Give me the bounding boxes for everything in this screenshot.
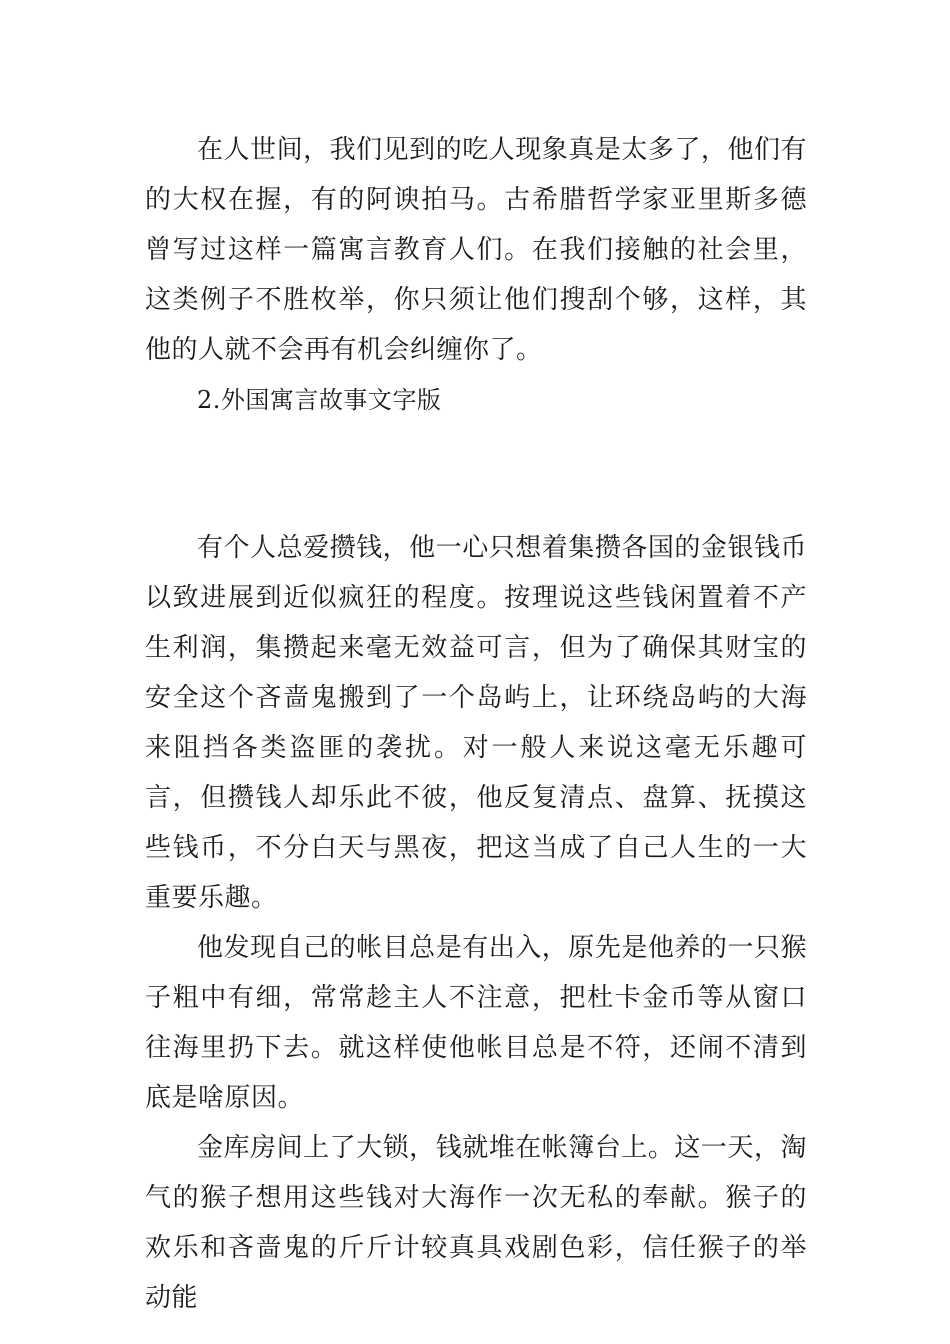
paragraph-3: 他发现自己的帐目总是有出入，原先是他养的一只猴子粗中有细，常常趁主人不注意，把杜卡金币等从窗口往海里扔下去。就这样使他帐目总是不符，还闹不清到底是啥原因。	[145, 933, 807, 1113]
paragraph-1: 在人世间，我们见到的吃人现象真是太多了，他们有的大权在握，有的阿谀拍马。古希腊哲学家亚里斯多德曾写过这样一篇寓言教育人们。在我们接触的社会里，这类例子不胜枚举，你只须让他们搜刮个够，这样，其他的人就不会再有机会纠缠你了。	[145, 135, 807, 365]
section-heading: 2.外国寓言故事文字版	[197, 386, 442, 414]
section-2	[145, 523, 807, 1323]
section-1	[145, 125, 807, 425]
paragraph-4: 金库房间上了大锁，钱就堆在帐簿台上。这一天，淘气的猴子想用这些钱对大海作一次无私的奉献。猴子的欢乐和吝啬鬼的斤斤计较真具戏剧色彩，信任猴子的举动能	[145, 1133, 807, 1313]
paragraph-2: 有个人总爱攒钱，他一心只想着集攒各国的金银钱币以致进展到近似疯狂的程度。按理说这些钱闲置着不产生利润，集攒起来毫无效益可言，但为了确保其财宝的安全这个吝啬鬼搬到了一个岛屿上，让环绕岛屿的大海来阻挡各类盗匪的袭扰。对一般人来说这毫无乐趣可言，但攒钱人却乐此不彼，他反复清点、盘算、抚摸这些钱币，不分白天与黑夜，把这当成了自己人生的一大重要乐趣。	[145, 533, 807, 913]
